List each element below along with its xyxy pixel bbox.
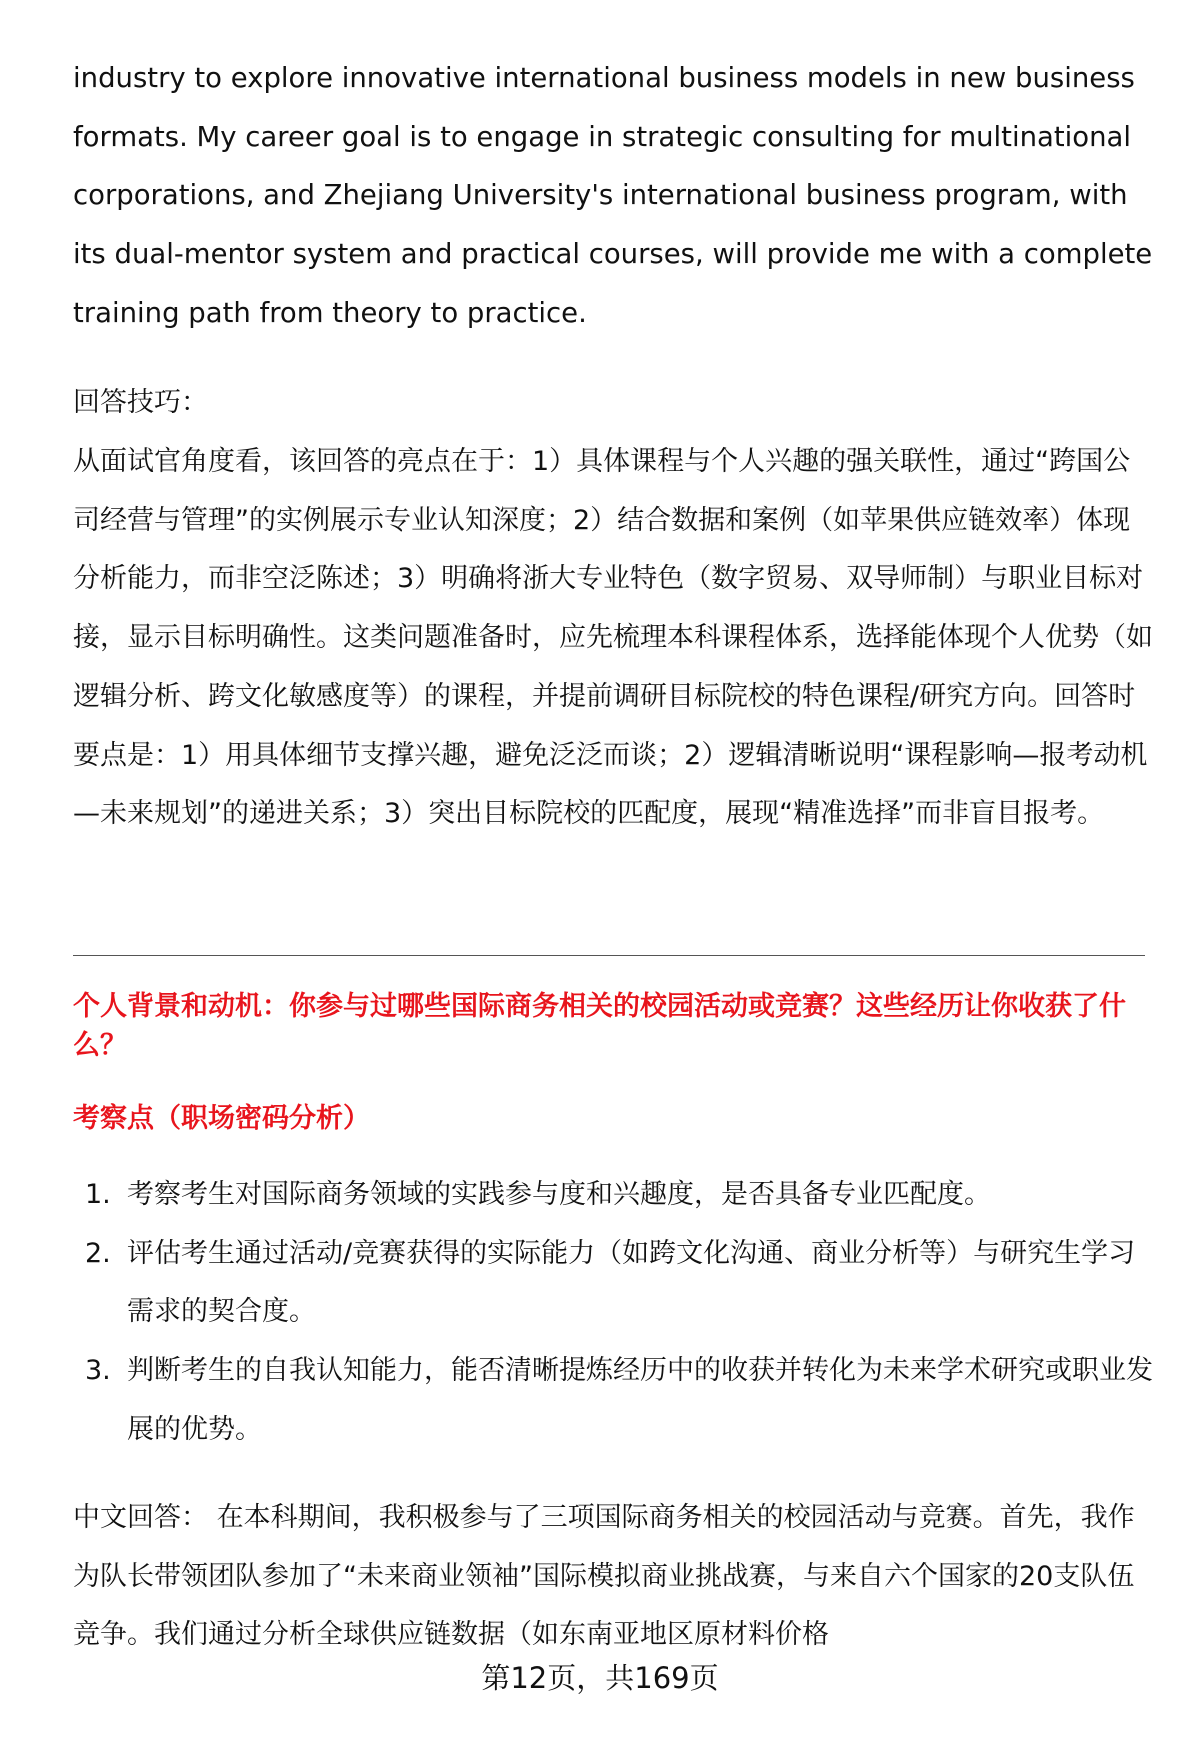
point-text: 判断考生的自我认知能力，能否清晰提炼经历中的收获并转化为未来学术研究或职业发展的优势。 [127, 1355, 1153, 1445]
section-divider [73, 955, 1145, 956]
point-number: 3. [85, 1355, 111, 1387]
page-number: 第12页，共169页 [481, 1661, 719, 1695]
question-title: 个人背景和动机：你参与过哪些国际商务相关的校园活动或竞赛？这些经历让你收获了什么？ [73, 991, 1126, 1061]
point-number: 2. [85, 1237, 111, 1269]
analysis-label: 考察点（职场密码分析） [73, 1103, 370, 1134]
point-text: 评估考生通过活动/竞赛获得的实际能力（如跨文化沟通、商业分析等）与研究生学习需求的契合度。 [127, 1237, 1136, 1328]
tips-label: 回答技巧： [73, 387, 208, 418]
analysis-point [73, 1166, 1153, 1225]
analysis-point [73, 1225, 1153, 1342]
point-text: 考察考生对国际商务领域的实践参与度和兴趣度，是否具备专业匹配度。 [127, 1179, 991, 1210]
answer-label: 中文回答： [73, 1502, 208, 1533]
answer-text: 在本科期间，我积极参与了三项国际商务相关的校园活动与竞赛。首先，我作为队长带领团队参加了“未来商业领袖”国际模拟商业挑战赛，与来自六个国家的20支队伍竞争。我们通过分析全球供应链数据（如东南亚地区原材料价格 [73, 1502, 1135, 1651]
point-number: 1. [85, 1179, 111, 1210]
intro-paragraph: industry to explore innovative international business models in new business formats. My career goal is to engage in strategic consulting for multinational corporations, and Zhejiang University's international business program, with its dual-mentor system and practical courses, will provide me with a complete training path from theory to practice. [73, 62, 1153, 329]
tips-text: 从面试官角度看，该回答的亮点在于：1）具体课程与个人兴趣的强关联性，通过“跨国公司经营与管理”的实例展示专业认知深度；2）结合数据和案例（如苹果供应链效率）体现分析能力，而非空泛陈述；3）明确将浙大专业特色（数字贸易、双导师制）与职业目标对接，显示目标明确性。这类问题准备时，应先梳理本科课程体系，选择能体现个人优势（如逻辑分析、跨文化敏感度等）的课程，并提前调研目标院校的特色课程/研究方向。回答时要点是：1）用具体细节支撑兴趣，避免泛泛而谈；2）逻辑清晰说明“课程影响—报考动机—未来规划”的递进关系；3）突出目标院校的匹配度，展现“精准选择”而非盲目报考。 [73, 446, 1153, 830]
analysis-points [73, 1166, 1153, 1460]
analysis-point [73, 1342, 1153, 1459]
answer-paragraph [73, 1489, 1153, 1665]
